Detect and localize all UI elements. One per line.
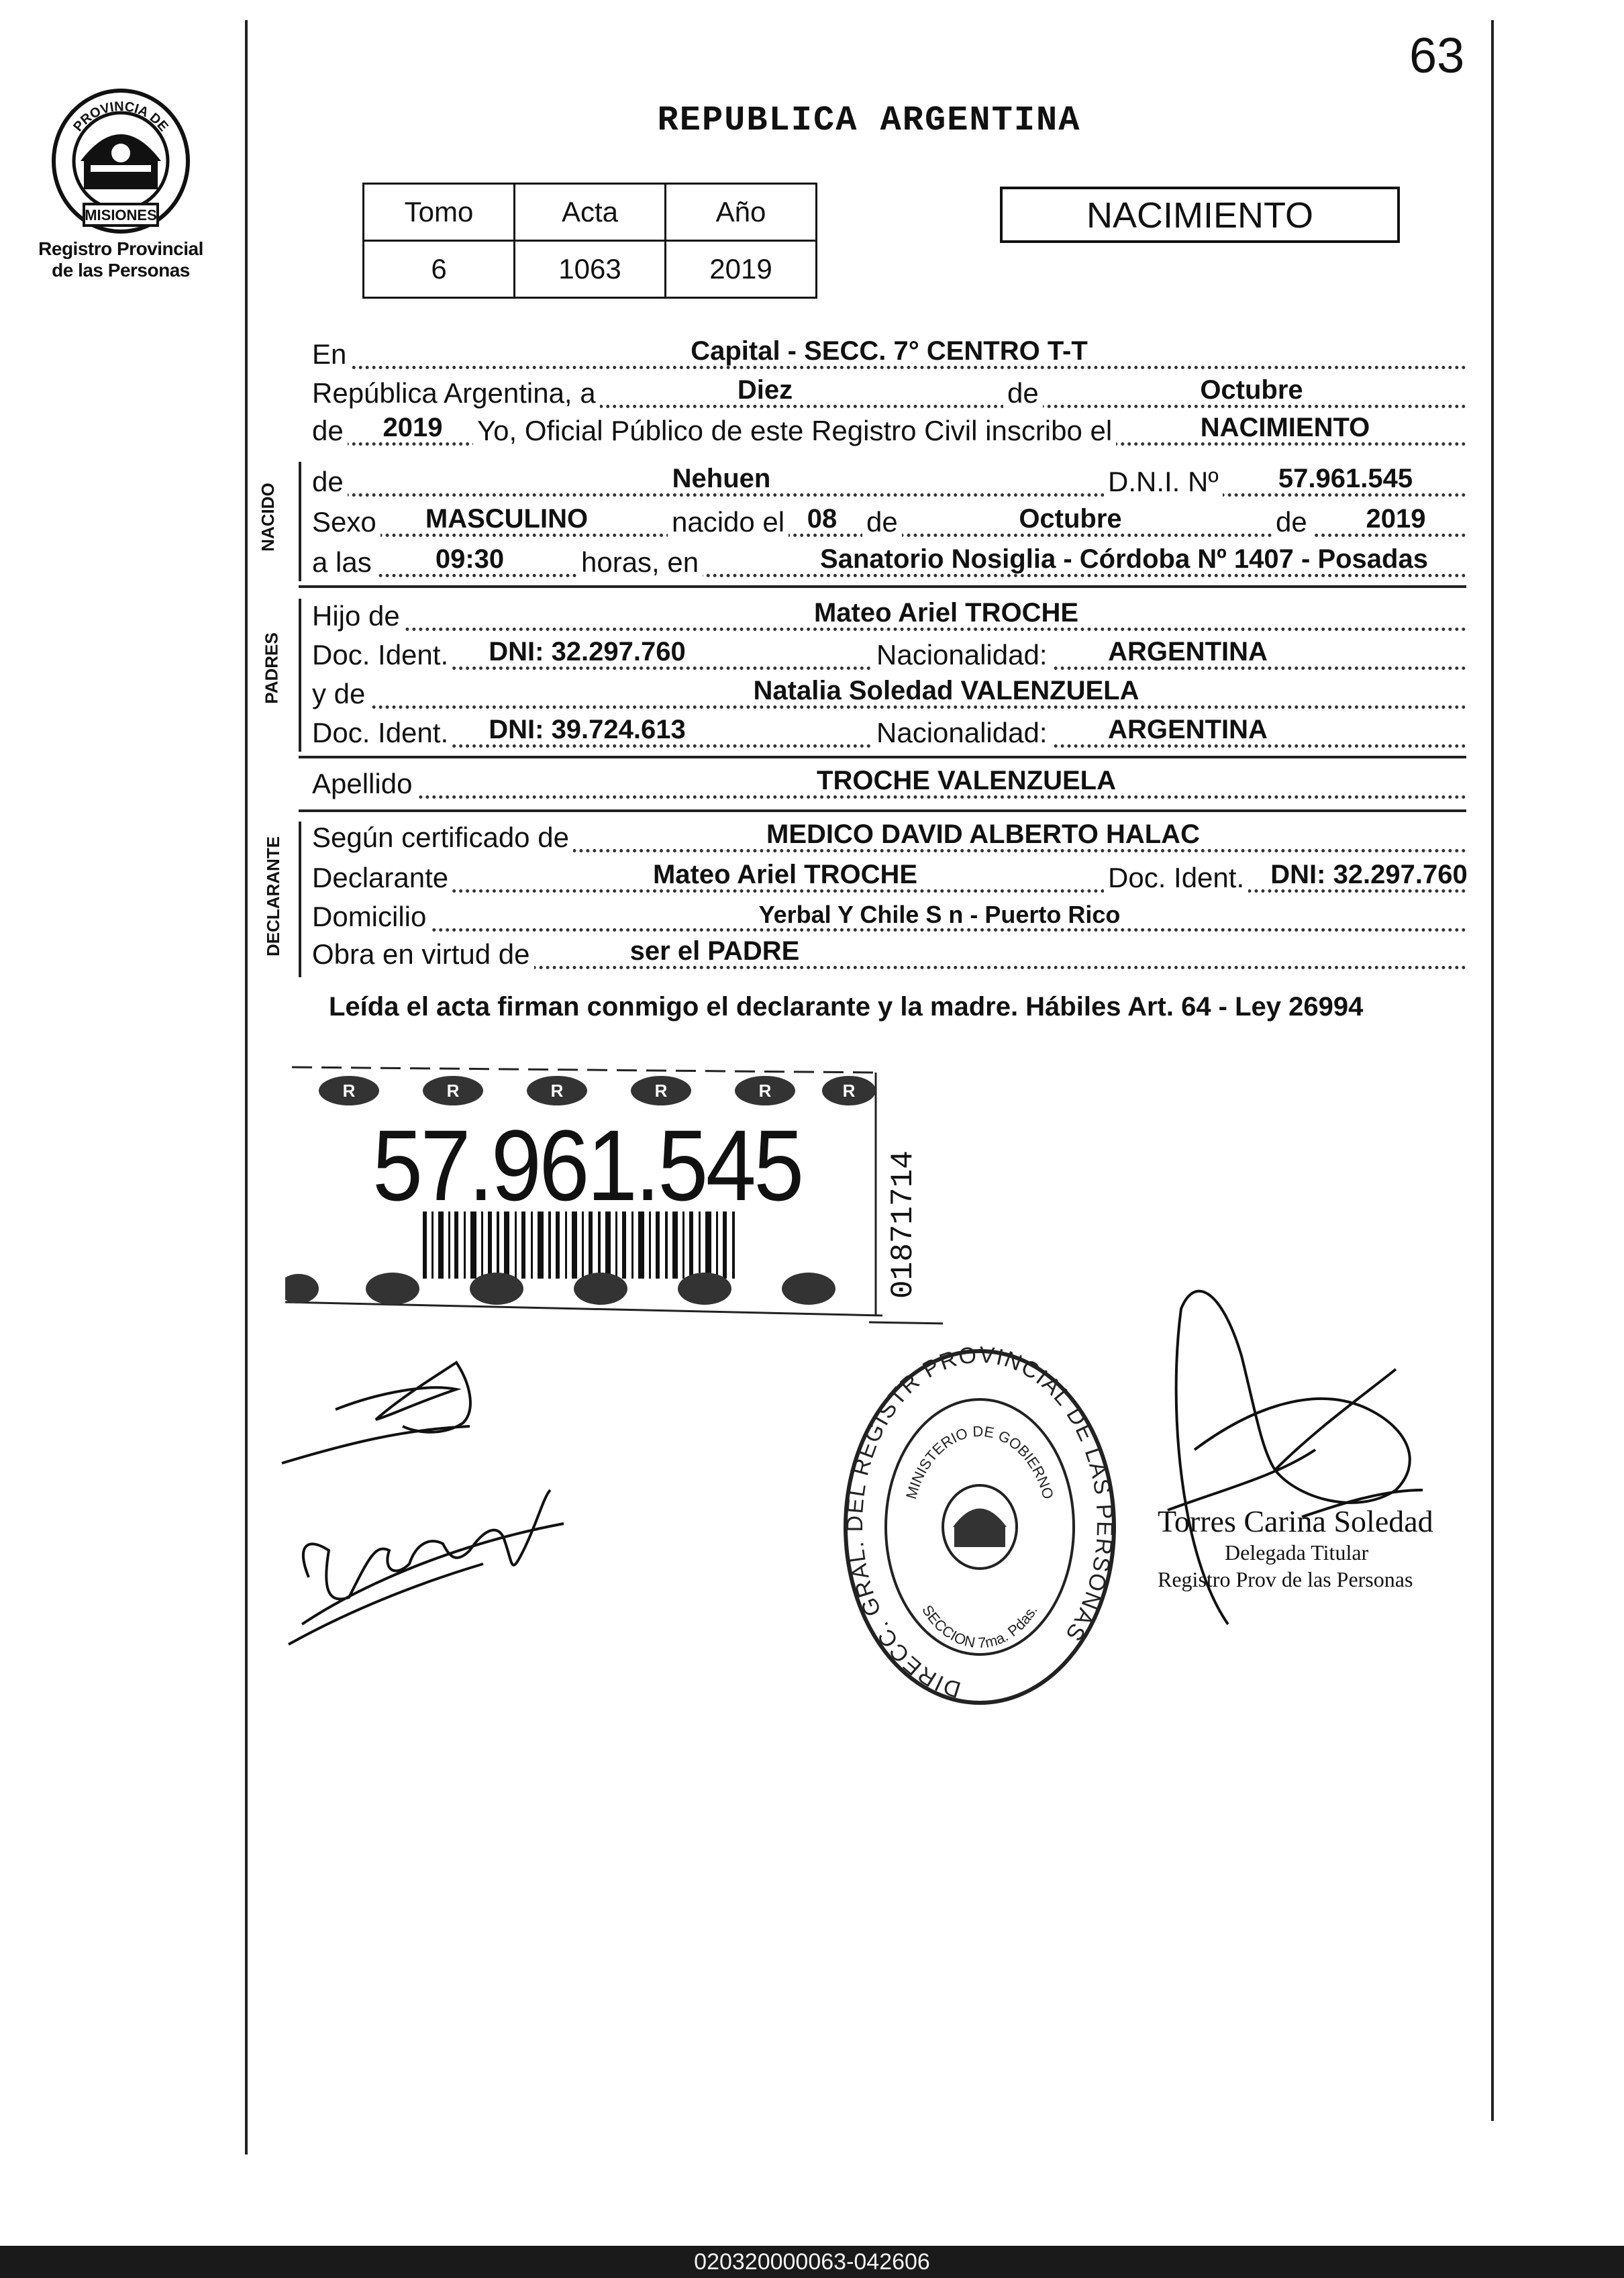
sticker-top-pattern <box>319 1076 876 1105</box>
value-birth-place: Sanatorio Nosiglia - Córdoba Nº 1407 - Posadas <box>820 544 1428 574</box>
value-father-doc: DNI: 32.297.760 <box>489 637 686 666</box>
registry-value-ano: 2019 <box>666 241 817 298</box>
label-de-birth-month: de <box>862 506 902 538</box>
row-en <box>312 336 1466 375</box>
value-declarante-doc: DNI: 32.297.760 <box>1270 860 1468 889</box>
label-de-year: de <box>312 415 348 447</box>
label-a-las: a las <box>312 546 376 579</box>
declarante-signature <box>268 1356 510 1470</box>
official-role: Delegada Titular <box>1225 1540 1369 1565</box>
label-en: En <box>312 338 350 370</box>
page-number: 63 <box>1409 28 1465 83</box>
logo-bottom-text: MISIONES <box>85 207 157 224</box>
value-mother-name: Natalia Soledad VALENZUELA <box>753 676 1139 705</box>
mother-signature <box>282 1470 631 1651</box>
document-title: REPUBLICA ARGENTINA <box>657 101 1081 140</box>
value-declarante: Mateo Ariel TROCHE <box>652 860 918 889</box>
registry-table <box>362 183 817 299</box>
label-de-month: de <box>1003 377 1043 409</box>
official-org: Registro Prov de las Personas <box>1158 1567 1413 1591</box>
separator-apellido <box>299 809 1466 812</box>
label-dni: D.N.I. Nº <box>1104 466 1223 498</box>
value-day: Diez <box>737 375 793 405</box>
row-birth-time <box>312 544 1466 583</box>
value-birth-year: 2019 <box>1366 504 1426 534</box>
padres-section-label: PADRES <box>261 632 282 704</box>
sticker-bottom-pattern <box>285 1273 835 1305</box>
logo-caption-line1: Registro Provincial <box>38 238 203 259</box>
label-father-doc: Doc. Ident. <box>312 639 452 671</box>
registry-header-acta: Acta <box>515 184 666 241</box>
label-de-birth-year: de <box>1272 506 1311 538</box>
value-child-dni: 57.961.545 <box>1278 464 1413 493</box>
value-domicilio: Yerbal Y Chile S n - Puerto Rico <box>758 901 1121 928</box>
svg-text:R: R <box>550 1081 564 1101</box>
act-type-box: NACIMIENTO <box>1000 187 1400 243</box>
value-year: 2019 <box>383 413 443 442</box>
label-apellido: Apellido <box>312 768 416 800</box>
official-signature <box>1141 1275 1490 1691</box>
row-republica <box>312 375 1466 413</box>
svg-text:R: R <box>758 1081 772 1101</box>
value-segun: MEDICO DAVID ALBERTO HALAC <box>766 820 1200 849</box>
value-father-nationality: ARGENTINA <box>1108 637 1268 666</box>
sticker-dni-number: 57.961.545 <box>372 1109 802 1222</box>
declarante-bracket <box>299 822 301 977</box>
label-nacido-de: de <box>312 466 348 498</box>
row-apellido <box>312 765 1466 804</box>
value-birth-day: 08 <box>807 504 838 534</box>
label-hijo-de: Hijo de <box>312 600 404 632</box>
svg-text:MINISTERIO DE GOBIERNO <box>903 1423 1057 1501</box>
footer-code-bar: 020320000063-042606 <box>0 2246 1624 2278</box>
row-sexo <box>312 503 1466 542</box>
row-y-de <box>312 675 1466 714</box>
row-hijo-de <box>312 597 1466 636</box>
closing-legend: Leída el acta firman conmigo el declarante y la madre. Hábiles Art. 64 - Ley 26994 <box>329 992 1364 1022</box>
left-margin-line <box>245 20 248 2155</box>
registry-value-row <box>364 241 817 298</box>
separator-padres <box>299 756 1466 758</box>
label-horas-en: horas, en <box>577 546 703 579</box>
logo-top-text: PROVINCIA DE <box>70 99 171 135</box>
official-name: Torres Carina Soledad <box>1158 1504 1433 1538</box>
value-mother-nationality: ARGENTINA <box>1108 715 1268 744</box>
seal-section-text: SECCION 7ma. Pdas. <box>919 1601 1041 1652</box>
nacido-bracket <box>299 462 301 581</box>
sticker-serial: 01871714 <box>886 1150 921 1299</box>
value-mother-doc: DNI: 39.724.613 <box>489 715 686 744</box>
value-sexo: MASCULINO <box>425 504 589 534</box>
label-father-nationality: Nacionalidad: <box>872 639 1052 671</box>
label-nacido-el: nacido el <box>668 506 789 538</box>
registry-header-tomo: Tomo <box>364 184 515 241</box>
value-child-name: Nehuen <box>672 464 771 493</box>
separator-nacido <box>299 585 1466 588</box>
row-obra <box>312 936 1466 975</box>
nacido-section-label: NACIDO <box>257 483 278 552</box>
logo-caption-line2: de las Personas <box>52 260 190 281</box>
row-declarante <box>312 859 1466 898</box>
registry-header-ano: Año <box>666 184 817 241</box>
label-y-de: y de <box>312 678 369 710</box>
label-segun: Según certificado de <box>312 822 573 854</box>
value-month: Octubre <box>1200 375 1303 405</box>
seal-emblem-icon <box>943 1485 1017 1569</box>
value-obra: ser el PADRE <box>629 936 800 966</box>
right-margin-line <box>1491 20 1494 2121</box>
registry-value-tomo: 6 <box>364 241 515 298</box>
svg-text:R: R <box>342 1081 356 1101</box>
value-birth-time: 09:30 <box>435 544 505 574</box>
value-birth-month: Octubre <box>1019 504 1122 534</box>
row-father-doc <box>312 636 1466 675</box>
declarante-section-label: DECLARANTE <box>263 836 284 957</box>
value-en: Capital - SECC. 7° CENTRO T-T <box>691 336 1088 366</box>
svg-text:SECCION 7ma. Pdas. <box>919 1602 1041 1651</box>
svg-text:R: R <box>654 1081 668 1101</box>
padres-bracket <box>299 599 301 752</box>
svg-text:R: R <box>842 1081 856 1101</box>
label-sexo: Sexo <box>312 506 380 538</box>
row-domicilio <box>312 898 1466 937</box>
value-apellido: TROCHE VALENZUELA <box>817 766 1116 795</box>
label-obra: Obra en virtud de <box>312 938 534 971</box>
label-declarante-doc: Doc. Ident. <box>1104 862 1248 894</box>
row-segun <box>312 819 1466 858</box>
row-year <box>312 412 1466 451</box>
label-domicilio: Domicilio <box>312 901 430 933</box>
value-father-name: Mateo Ariel TROCHE <box>813 598 1079 628</box>
row-nacido-name <box>312 463 1466 502</box>
svg-text:R: R <box>446 1081 460 1101</box>
label-mother-nationality: Nacionalidad: <box>872 717 1052 749</box>
label-mother-doc: Doc. Ident. <box>312 717 452 749</box>
registry-value-acta: 1063 <box>515 241 666 298</box>
official-seal <box>839 1346 1121 1708</box>
registry-header-row <box>364 184 817 241</box>
value-act: NACIMIENTO <box>1200 413 1370 442</box>
label-republica: República Argentina, a <box>312 377 600 409</box>
label-declarante: Declarante <box>312 862 452 894</box>
label-oficial: Yo, Oficial Público de este Registro Civil inscribo el <box>473 415 1116 447</box>
seal-inner-text: MINISTERIO DE GOBIERNO <box>903 1422 1057 1501</box>
seal-outer-text: DIRECC. GRAL. DEL REGISTR PROVINCIAL DE LAS PERSONAS <box>842 1346 1118 1703</box>
row-mother-doc <box>312 714 1466 753</box>
